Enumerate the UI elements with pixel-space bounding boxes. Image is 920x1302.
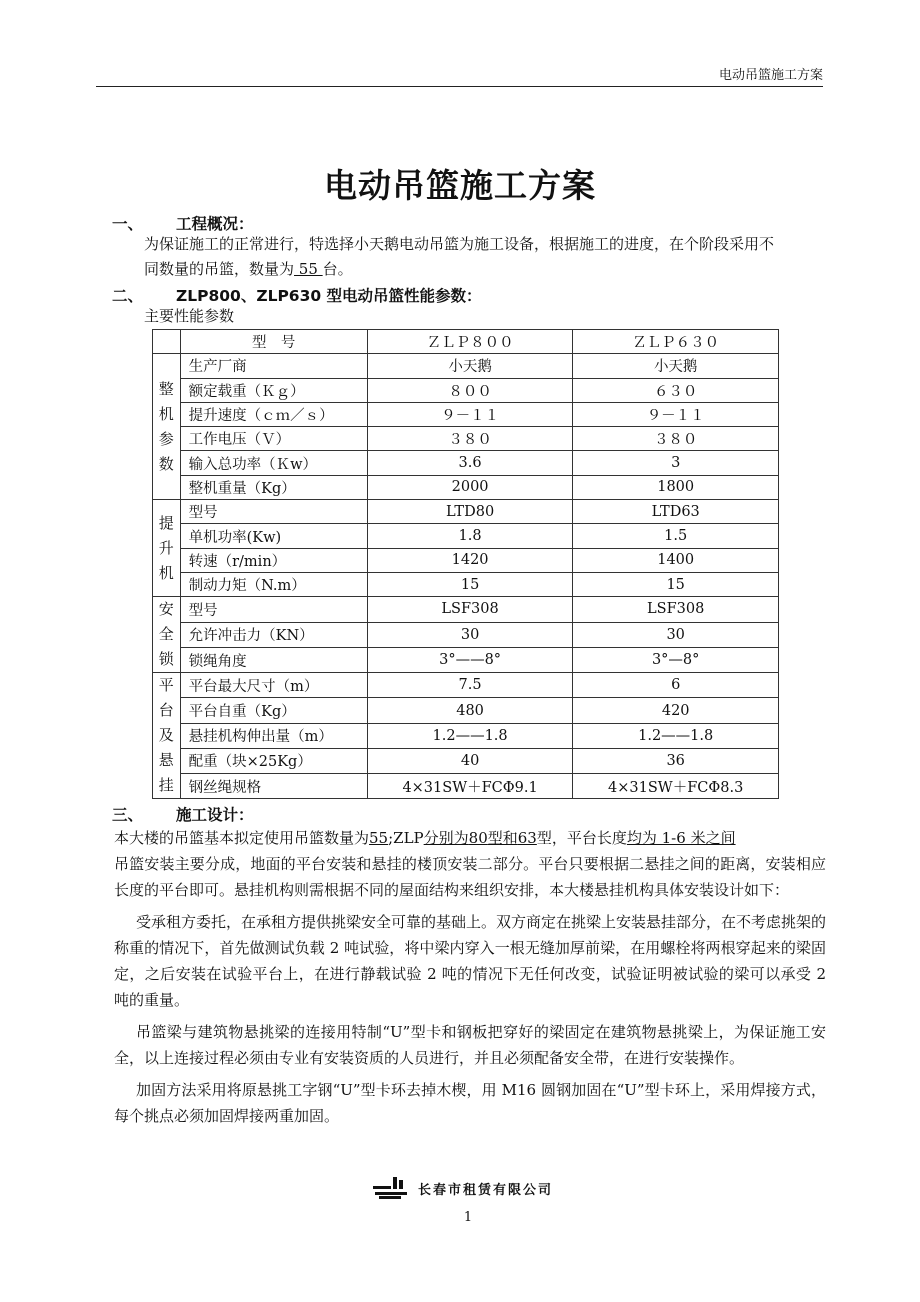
table-row — [153, 500, 779, 524]
param-value-cell: 1.2——1.8 — [367, 723, 573, 748]
section-3-paragraph-4: 加固方法采用将原悬挑工字钢“U”型卡环去掉木楔，用 M16 圆钢加固在“U”型卡环上，采用焊接方式，每个挑点必须加固焊接两重加固。 — [114, 1081, 826, 1125]
group-label-text: 整机参数 — [158, 379, 174, 473]
param-value-cell: 7.5 — [367, 673, 573, 698]
section-2-heading — [112, 284, 482, 306]
section-1-heading — [112, 212, 254, 234]
table-row — [153, 475, 779, 499]
line1-count: 55 — [369, 829, 389, 847]
section-1-line-1: 为保证施工的正常进行，特选择小天鹅电动吊篮为施工设备，根据施工的进度，在个阶段采用不 — [144, 235, 775, 253]
line1-text-3: 型和 — [487, 829, 518, 847]
param-name-cell: 悬挂机构伸出量（m） — [180, 723, 367, 748]
table-row — [153, 723, 779, 748]
param-name-cell: 型号 — [180, 597, 367, 622]
param-value-cell: 1.8 — [367, 524, 573, 548]
table-row — [153, 673, 779, 698]
performance-table — [152, 329, 779, 799]
page-number: 1 — [463, 1210, 473, 1225]
header-text: 电动吊篮施工方案 — [718, 68, 823, 83]
param-name-cell: 工作电压（Ｖ） — [180, 427, 367, 451]
table-header-cell: 型 号 — [180, 330, 367, 354]
table-header-cell: ＺＬＰ８００ — [367, 330, 573, 354]
param-name-cell: 额定载重（Ｋｇ） — [180, 378, 367, 402]
param-name-cell: 转速（r/min） — [180, 548, 367, 572]
group-label-text: 平台及悬挂 — [158, 676, 174, 795]
section-3-body — [114, 825, 826, 1129]
param-name-cell: 平台自重（Kg） — [180, 698, 367, 723]
param-value-cell: 3°—8° — [573, 647, 779, 672]
param-value-cell: 6 — [573, 673, 779, 698]
table-row — [153, 572, 779, 596]
table-corner-cell — [153, 330, 181, 354]
document-title: 电动吊篮施工方案 — [324, 166, 596, 205]
table-group-label — [153, 500, 181, 597]
param-value-cell: ３８０ — [367, 427, 573, 451]
param-value-cell: ６３０ — [573, 378, 779, 402]
table-header-row — [153, 330, 779, 354]
line1-text-2: 分别为 — [423, 829, 469, 847]
section-3-number: 三、 — [112, 806, 144, 824]
line1-text-4: 型，平台长度 — [536, 829, 627, 847]
section-1-paragraph — [144, 232, 824, 282]
table-group-label — [153, 673, 181, 799]
section-2-number: 二、 — [112, 287, 144, 305]
table-row — [153, 354, 779, 378]
param-value-cell: LSF308 — [367, 597, 573, 622]
param-name-cell: 型号 — [180, 500, 367, 524]
param-value-cell: 小天鹅 — [573, 354, 779, 378]
param-name-cell: 配重（块×25Kg） — [180, 748, 367, 773]
param-value-cell: LTD63 — [573, 500, 779, 524]
param-name-cell: 允许冲击力（KN） — [180, 622, 367, 647]
param-value-cell: 1.2——1.8 — [573, 723, 779, 748]
line1-model-80: 80 — [468, 829, 488, 847]
param-value-cell: 36 — [573, 748, 779, 773]
param-value-cell: 15 — [573, 572, 779, 596]
param-name-cell: 单机功率(Kw) — [180, 524, 367, 548]
page-header — [96, 64, 823, 87]
param-value-cell: ９－１１ — [573, 402, 779, 426]
section-1-line-2 — [144, 257, 824, 282]
section-1-title: 工程概况： — [176, 215, 254, 233]
param-value-cell: 3.6 — [367, 451, 573, 475]
table-row — [153, 647, 779, 672]
param-value-cell: 小天鹅 — [367, 354, 573, 378]
param-name-cell: 制动力矩（N.m） — [180, 572, 367, 596]
param-value-cell: 40 — [367, 748, 573, 773]
param-value-cell: LTD80 — [367, 500, 573, 524]
company-logo — [371, 1174, 411, 1200]
table-row — [153, 402, 779, 426]
param-value-cell: 2000 — [367, 475, 573, 499]
param-value-cell: 4×31SW＋FCΦ9.1 — [367, 774, 573, 799]
section-2-title: ZLP800、ZLP630 型电动吊篮性能参数： — [176, 287, 482, 305]
table-row — [153, 427, 779, 451]
param-name-cell: 输入总功率（Ｋw） — [180, 451, 367, 475]
param-value-cell: 30 — [367, 622, 573, 647]
section-1-text-end: 台。 — [322, 260, 353, 278]
section-3-paragraph-2: 受承租方委托，在承租方提供挑梁安全可靠的基础上。双方商定在挑梁上安装悬挂部分，在不考虑挑架的称重的情况下，首先做测试负载 2 吨试验，将中梁内穿入一根无缝加厚前梁，在用螺栓将两根穿起来的梁固定，之后安装在试验平台上，在进行静载试验 2 吨的情况下无任何改变，试验证明被试验的梁可以承受 2 吨的重量。 — [114, 913, 827, 1009]
section-3-title: 施工设计： — [176, 806, 254, 824]
line1-model: ;ZLP — [388, 829, 424, 847]
section-1-text: 同数量的吊篮，数量为 — [144, 260, 295, 278]
table-row — [153, 548, 779, 572]
param-value-cell: 30 — [573, 622, 779, 647]
param-name-cell: 提升速度（ｃｍ／ｓ） — [180, 402, 367, 426]
section-3-paragraph-1: 吊篮安装主要分成，地面的平台安装和悬挂的楼顶安装二部分。平台只要根据二悬挂之间的距离，安装相应长度的平台即可。悬挂机构则需根据不同的屋面结构来组织安排，本大楼悬挂机构具体安装设计如下： — [114, 855, 826, 899]
table-row — [153, 748, 779, 773]
table-row — [153, 378, 779, 402]
table-row — [153, 774, 779, 799]
table-row — [153, 524, 779, 548]
param-name-cell: 整机重量（Kg） — [180, 475, 367, 499]
section-1-number: 一、 — [112, 215, 144, 233]
param-value-cell: 3 — [573, 451, 779, 475]
table-group-label — [153, 354, 181, 500]
param-name-cell: 锁绳角度 — [180, 647, 367, 672]
param-value-cell: 1800 — [573, 475, 779, 499]
param-name-cell: 钢丝绳规格 — [180, 774, 367, 799]
table-row — [153, 698, 779, 723]
param-name-cell: 平台最大尺寸（m） — [180, 673, 367, 698]
param-value-cell: 1420 — [367, 548, 573, 572]
line1-text: 本大楼的吊篮基本拟定使用吊篮数量为 — [114, 829, 370, 847]
section-3-line-1 — [114, 825, 826, 851]
param-value-cell: ８００ — [367, 378, 573, 402]
table-row — [153, 451, 779, 475]
param-value-cell: 3°——8° — [367, 647, 573, 672]
line1-length: 均为 1-6 米之间 — [626, 829, 736, 847]
param-value-cell: ３８０ — [573, 427, 779, 451]
param-value-cell: LSF308 — [573, 597, 779, 622]
param-value-cell: 1.5 — [573, 524, 779, 548]
param-value-cell: 1400 — [573, 548, 779, 572]
table-row — [153, 622, 779, 647]
group-label-text: 提升机 — [158, 513, 174, 582]
group-label-text: 安全锁 — [158, 600, 174, 669]
param-value-cell: ９－１１ — [367, 402, 573, 426]
param-value-cell: 420 — [573, 698, 779, 723]
line1-model-63: 63 — [517, 829, 537, 847]
param-value-cell: 480 — [367, 698, 573, 723]
table-caption: 主要性能参数 — [144, 307, 235, 325]
company-name: 长春市租赁有限公司 — [418, 1183, 554, 1198]
param-value-cell: 4×31SW＋FCΦ8.3 — [573, 774, 779, 799]
param-value-cell: 15 — [367, 572, 573, 596]
section-3-paragraph-3: 吊篮梁与建筑物悬挑梁的连接用特制“U”型卡和钢板把穿好的梁固定在建筑物悬挑梁上，为保证施工安全，以上连接过程必须由专业有安装资质的人员进行，并且必须配备安全带，在进行安装操作。 — [114, 1023, 826, 1067]
param-name-cell: 生产厂商 — [180, 354, 367, 378]
section-3-heading — [112, 803, 254, 825]
table-header-cell: ＺＬＰ６３０ — [573, 330, 779, 354]
basket-quantity: 55 — [294, 260, 323, 278]
table-group-label — [153, 597, 181, 673]
table-row — [153, 597, 779, 622]
